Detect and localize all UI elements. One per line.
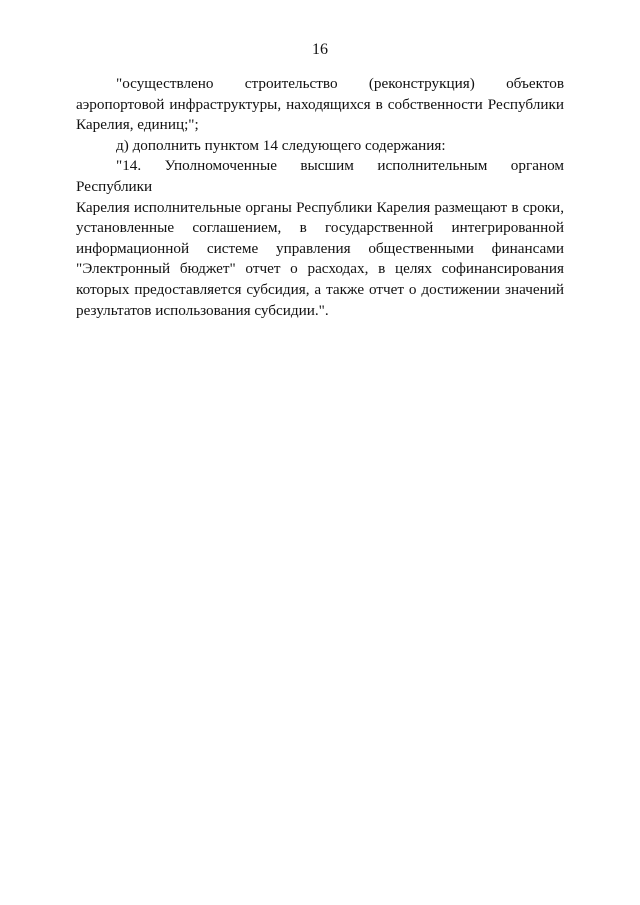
paragraph-3-line-6: которых предоставляется субсидия, а также отчет о достижении значений xyxy=(76,280,564,298)
paragraph-1 xyxy=(76,74,564,136)
paragraph-1-line-1: "осуществлено строительство (реконструкция) объектов xyxy=(116,75,564,92)
paragraph-3-line-5: "Электронный бюджет" отчет о расходах, в целях софинансирования xyxy=(76,260,564,278)
document-body xyxy=(76,74,564,321)
paragraph-3-line-4: информационной системе управления общественными финансами xyxy=(76,239,564,257)
paragraph-2 xyxy=(76,136,564,157)
paragraph-1-line-2: аэропортовой инфраструктуры, находящихся в собственности Республики xyxy=(76,95,564,113)
paragraph-2-line-1: д) дополнить пунктом 14 следующего содержания: xyxy=(116,136,446,154)
paragraph-3-line-3: установленные соглашением, в государственной интегрированной xyxy=(76,219,564,237)
paragraph-3 xyxy=(76,156,564,321)
page-number: 16 xyxy=(312,41,328,58)
paragraph-3-line-2: Карелия исполнительные органы Республики Карелия размещают в сроки, xyxy=(76,198,564,216)
paragraph-3-line-7: результатов использования субсидии.". xyxy=(76,301,329,319)
paragraph-1-line-3: Карелия, единиц;"; xyxy=(76,116,199,134)
paragraph-3-line-1: "14. Уполномоченные высшим исполнительным органом Республики xyxy=(76,157,564,195)
